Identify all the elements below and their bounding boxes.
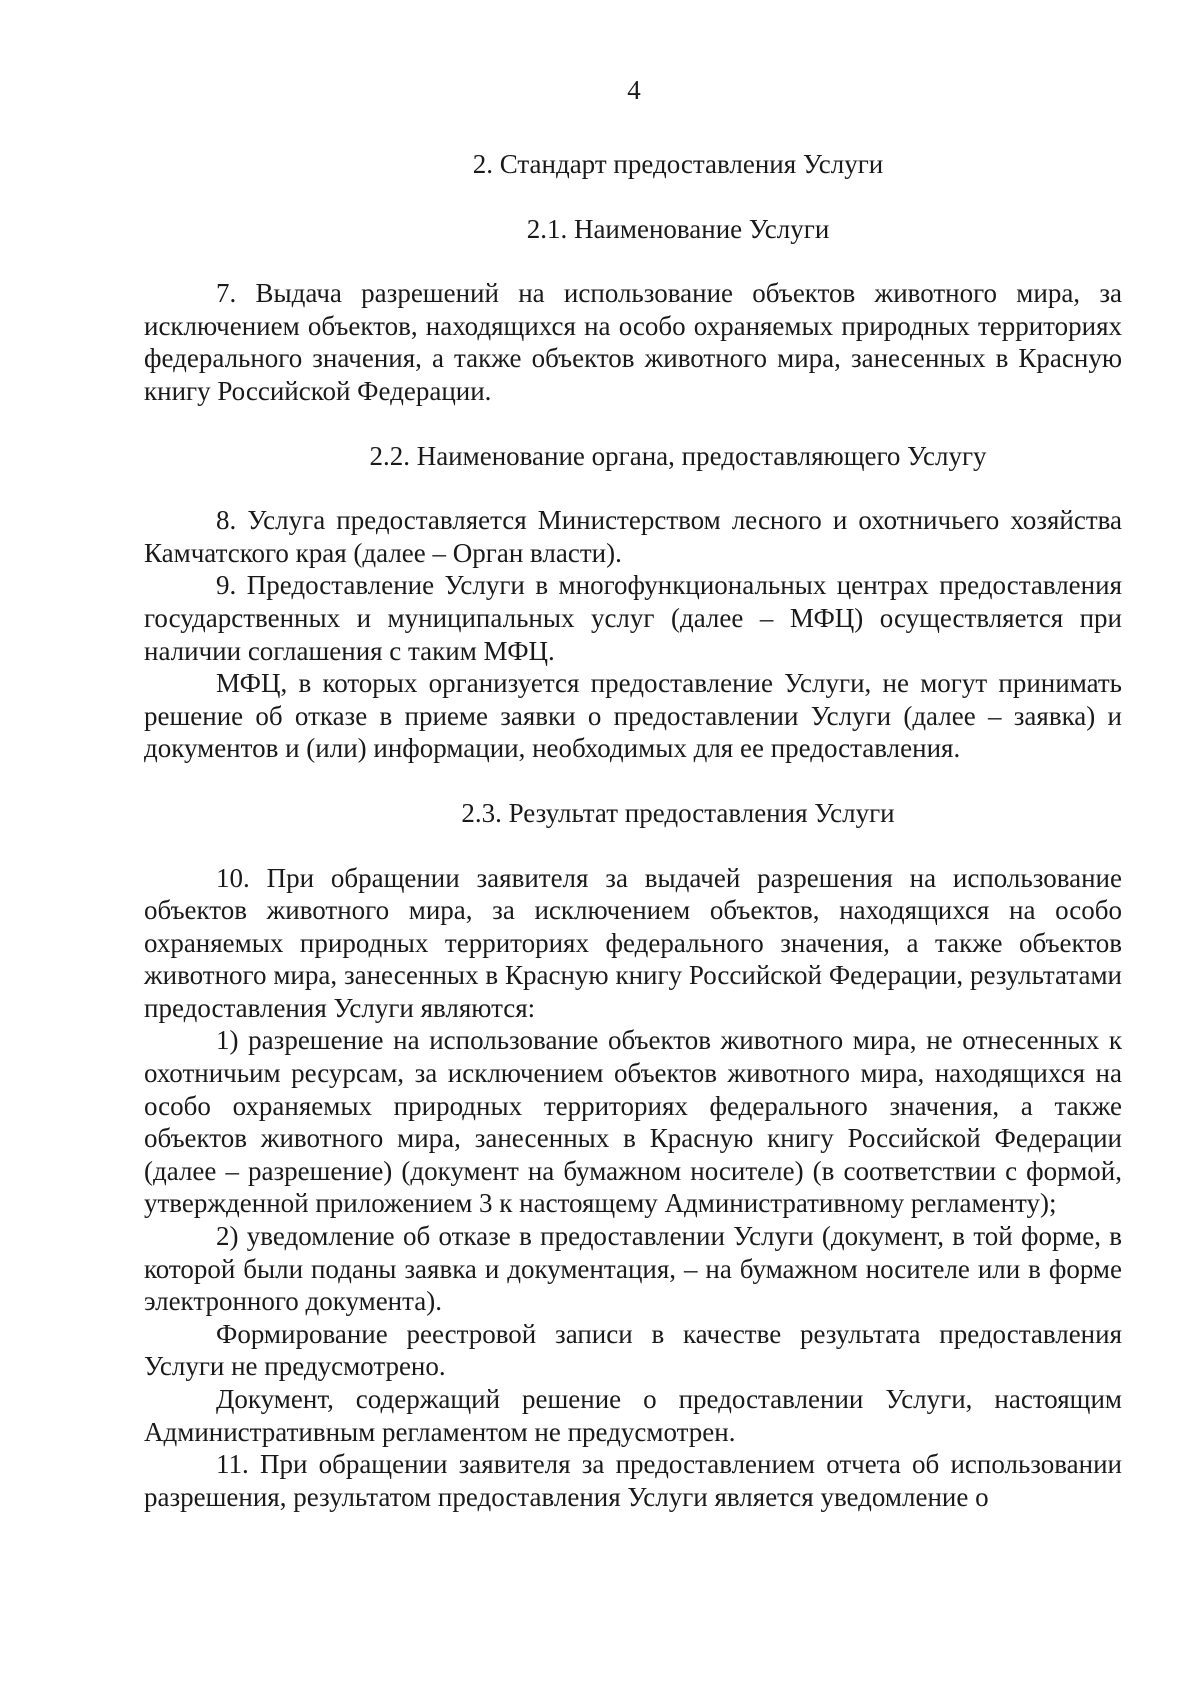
subsection-title-2-2: 2.2. Наименование органа, предоставляющего Услугу	[369, 440, 987, 471]
paragraph-10-item-1: 1) разрешение на использование объектов животного мира, не отнесенных к охотничьим ресурсам, за исключением объектов животного мира, находящихся на особо охраняемых природных территориях федерального значения, а также объектов животного мира, занесенных в Красную книгу Российской Федерации (далее – разрешение) (документ на бумажном носителе) (в соответствии с формой, утвержденной приложением 3 к настоящему Административному регламенту);	[144, 1025, 1122, 1219]
page-number: 4	[627, 75, 641, 105]
paragraph-9: 9. Предоставление Услуги в многофункциональных центрах предоставления государственных и муниципальных услуг (далее – МФЦ) осуществляется при наличии соглашения с таким МФЦ.	[144, 570, 1122, 666]
paragraph-7: 7. Выдача разрешений на использование объектов животного мира, за исключением объектов, находящихся на особо охраняемых природных территориях федерального значения, а также объектов животного мира, занесенных в Красную книгу Российской Федерации.	[144, 278, 1122, 406]
section-title: 2. Стандарт предоставления Услуги	[472, 149, 884, 179]
paragraph-mfc: МФЦ, в которых организуется предоставление Услуги, не могут принимать решение об отказе в приеме заявки о предоставлении Услуги (далее – заявка) и документов и (или) информации, необходимых для ее предоставления.	[144, 668, 1122, 764]
subsection-title-2-3: 2.3. Результат предоставления Услуги	[461, 797, 895, 828]
subsection-title-2-1: 2.1. Наименование Услуги	[526, 213, 830, 244]
paragraph-decision-document: Документ, содержащий решение о предоставлении Услуги, настоящим Административным регламентом не предусмотрен.	[144, 1384, 1122, 1447]
document-body	[144, 148, 1122, 1513]
paragraph-11: 11. При обращении заявителя за предоставлением отчета об использовании разрешения, результатом предоставления Услуги является уведомление о	[144, 1449, 1122, 1512]
paragraph-10: 10. При обращении заявителя за выдачей разрешения на использование объектов животного мира, за исключением объектов, находящихся на особо охраняемых природных территориях федерального значения, а также объектов животного мира, занесенных в Красную книгу Российской Федерации, результатами предоставления Услуги являются:	[144, 862, 1122, 1023]
paragraph-registry: Формирование реестровой записи в качестве результата предоставления Услуги не предусмотрено.	[144, 1318, 1122, 1382]
paragraph-8: 8. Услуга предоставляется Министерством лесного и охотничьего хозяйства Камчатского края (далее – Орган власти).	[144, 505, 1122, 568]
paragraph-10-item-2: 2) уведомление об отказе в предоставлении Услуги (документ, в той форме, в которой были поданы заявка и документация, – на бумажном носителе или в форме электронного документа).	[144, 1221, 1122, 1317]
